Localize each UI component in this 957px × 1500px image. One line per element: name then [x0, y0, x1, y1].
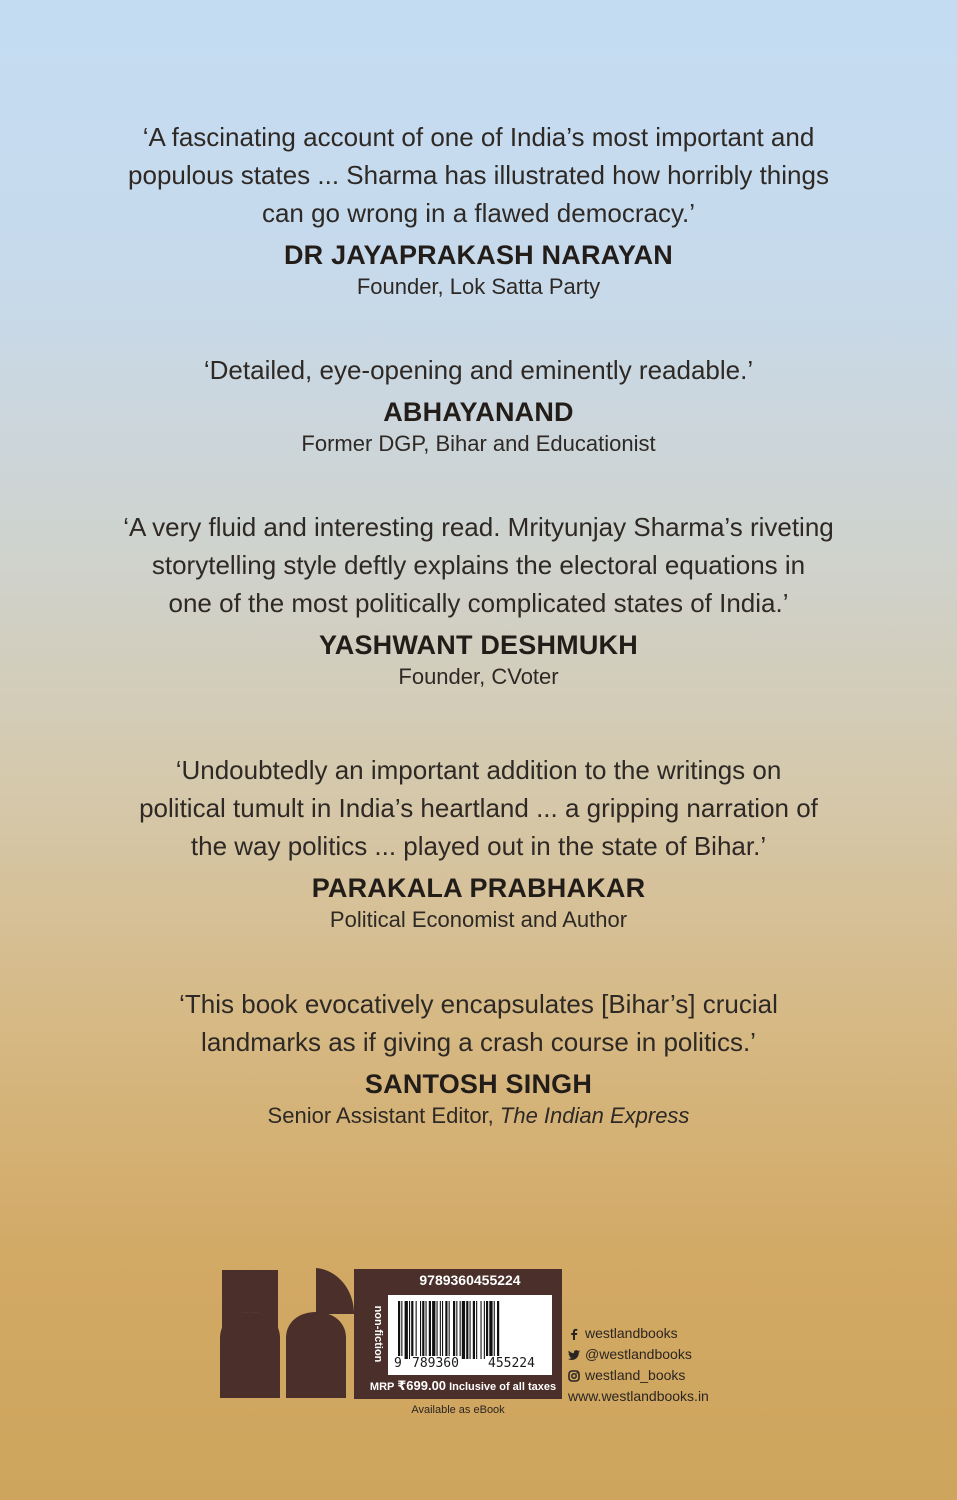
blurb-4 — [0, 751, 957, 935]
website-url: www.westlandbooks.in — [568, 1388, 709, 1404]
twitter-icon — [568, 1349, 580, 1361]
quote-line: ‘This book evocatively encapsulates [Bihar’s] crucial — [179, 989, 778, 1019]
quote-line: landmarks as if giving a crash course in politics.’ — [201, 1027, 756, 1057]
barcode-digits — [388, 1356, 552, 1374]
publication-name: The Indian Express — [499, 1103, 690, 1128]
barcode-stripe — [429, 1301, 431, 1359]
barcode-stripe — [409, 1301, 410, 1359]
author-name: DR JAYAPRAKASH NARAYAN — [283, 240, 674, 270]
social-instagram[interactable] — [568, 1365, 709, 1386]
barcode-digit-group: 9 — [394, 1356, 402, 1371]
isbn-number: 9789360455224 — [419, 1272, 521, 1288]
social-facebook[interactable] — [568, 1323, 709, 1344]
mrp-label: MRP — [369, 1381, 398, 1393]
author-role: Former DGP, Bihar and Educationist — [301, 431, 656, 456]
barcode-stripe — [470, 1301, 471, 1359]
mrp-value: ₹699.00 — [397, 1378, 447, 1393]
author-name: YASHWANT DESHMUKH — [319, 630, 638, 660]
author-role — [0, 1101, 957, 1131]
blurb-3 — [0, 508, 957, 692]
westland-logo-icon — [220, 1268, 362, 1400]
barcode-stripe — [440, 1301, 441, 1359]
barcode-stripe — [466, 1301, 468, 1359]
category-label: non-fiction — [372, 1305, 384, 1363]
barcode-stripe — [445, 1301, 447, 1359]
barcode-stripe — [486, 1301, 488, 1359]
quote-text — [0, 118, 957, 232]
quote-line: populous states ... Sharma has illustrated how horribly things — [128, 160, 829, 190]
author-name: ABHAYANAND — [383, 397, 574, 427]
social-handle: westland_books — [585, 1367, 686, 1383]
barcode-stripe — [484, 1301, 485, 1359]
quote-line: storytelling style deftly explains the electoral equations in — [151, 550, 806, 580]
quote-line: one of the most politically complicated states of India.’ — [168, 588, 789, 618]
barcode-stripe — [411, 1301, 413, 1359]
quote-text — [0, 508, 957, 622]
barcode-stripe — [476, 1301, 477, 1359]
price-label — [366, 1378, 560, 1394]
quote-line: political tumult in India’s heartland ... a gripping narration of — [139, 793, 818, 823]
barcode-stripe — [481, 1301, 482, 1359]
quote-text — [0, 351, 957, 389]
social-links — [568, 1323, 709, 1407]
social-handle: @westlandbooks — [585, 1346, 692, 1362]
quote-line: ‘Detailed, eye-opening and eminently readable.’ — [203, 355, 754, 385]
barcode-stripe — [432, 1301, 435, 1359]
barcode-stripe — [405, 1301, 408, 1359]
website-link[interactable] — [568, 1386, 709, 1407]
quote-text — [0, 985, 957, 1061]
barcode-digit-group: 455224 — [488, 1356, 535, 1371]
barcode-stripe — [460, 1301, 461, 1359]
quote-line: ‘A very fluid and interesting read. Mrityunjay Sharma’s riveting — [123, 512, 834, 542]
role-text: Senior Assistant Editor, — [267, 1103, 500, 1128]
barcode-stripe — [473, 1301, 475, 1359]
author-role: Founder, Lok Satta Party — [356, 274, 601, 299]
barcode-stripe — [426, 1301, 427, 1359]
author-role: Founder, CVoter — [398, 664, 559, 689]
author-role: Political Economist and Author — [329, 907, 628, 932]
barcode-stripe — [494, 1301, 495, 1359]
quote-line: can go wrong in a flawed democracy.’ — [261, 198, 696, 228]
barcode-stripe — [462, 1301, 465, 1359]
ebook-note: Available as eBook — [411, 1404, 505, 1416]
barcode-stripe — [456, 1301, 457, 1359]
blurb-2 — [0, 351, 957, 459]
quote-line: the way politics ... played out in the state of Bihar.’ — [190, 831, 767, 861]
social-handle: westlandbooks — [585, 1325, 678, 1341]
author-name: SANTOSH SINGH — [364, 1069, 593, 1099]
author-name: PARAKALA PRABHAKAR — [311, 873, 646, 903]
blurb-1 — [0, 118, 957, 302]
barcode-stripe — [489, 1301, 492, 1359]
barcode-stripe — [416, 1301, 417, 1359]
quote-text — [0, 751, 957, 865]
barcode-stripe — [442, 1301, 443, 1359]
social-twitter[interactable] — [568, 1344, 709, 1365]
blurb-5 — [0, 985, 957, 1131]
barcode-stripe — [422, 1301, 424, 1359]
barcode-stripe — [420, 1301, 421, 1359]
instagram-icon — [568, 1370, 580, 1382]
barcode-stripe — [437, 1301, 438, 1359]
quote-line: ‘Undoubtedly an important addition to the writings on — [175, 755, 782, 785]
mrp-note: Inclusive of all taxes — [446, 1381, 557, 1393]
facebook-icon — [568, 1328, 580, 1340]
barcode-digit-group: 789360 — [412, 1356, 459, 1371]
quote-line: ‘A fascinating account of one of India’s most important and — [142, 122, 815, 152]
